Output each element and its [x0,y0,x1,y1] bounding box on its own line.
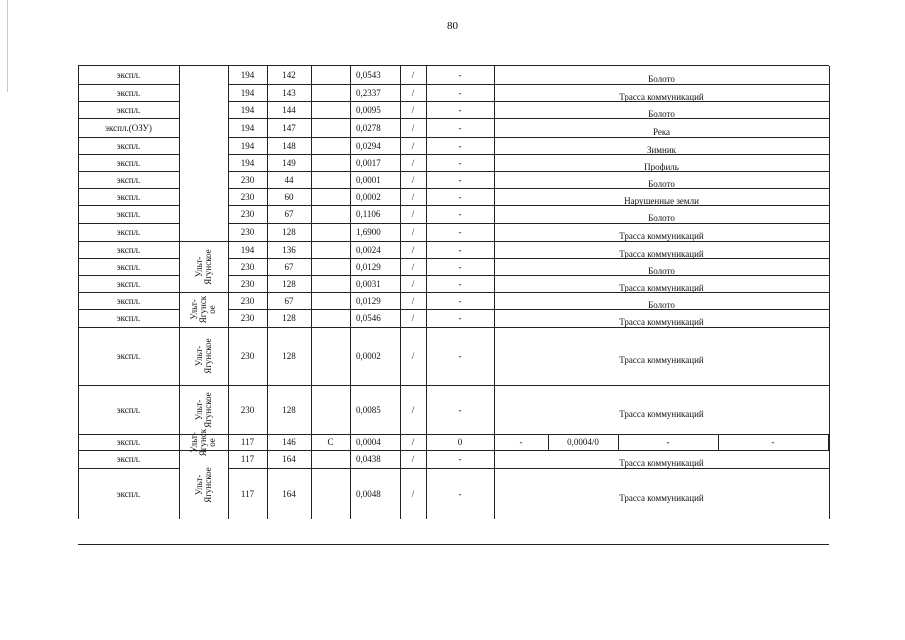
quarter-number-cell: 194 [240,70,255,80]
plot-number-cell: 128 [282,313,296,323]
split-value-cell: - [519,437,523,447]
table-rule [228,468,829,469]
area-cell: 0,0002 [356,351,381,361]
value-cell: - [458,105,462,115]
area-cell: 0,0001 [356,175,381,185]
quarter-number-cell: 230 [240,175,255,185]
land-use-cell: экспл. [116,158,141,168]
separator-cell: / [411,405,415,415]
table-rule [828,434,829,450]
table-rule [228,223,829,224]
quarter-number-cell: 230 [240,313,255,323]
quarter-number-cell: 117 [240,454,255,464]
value-cell: - [458,454,462,464]
land-use-cell: экспл. [116,489,141,499]
quarter-number-cell: 117 [240,489,255,499]
value-cell: - [458,175,462,185]
land-use-cell: экспл. [116,296,141,306]
quarter-number-cell: 194 [240,88,255,98]
description-cell: Трасса коммуникаций [619,355,704,365]
description-cell: Болото [648,300,675,310]
plot-number-cell: 128 [282,405,296,415]
land-use-cell: экспл. [116,279,141,289]
quarter-number-cell: 194 [240,245,255,255]
description-cell: Болото [648,74,675,84]
separator-cell: / [411,489,415,499]
value-cell: 0 [457,437,463,447]
land-use-cell: экспл. [116,437,141,447]
value-cell: - [458,245,462,255]
land-use-cell: экспл. [116,209,141,219]
value-cell: - [458,279,462,289]
field-name-label: Ульт- Ягунское [193,338,213,374]
area-cell: 0,0048 [356,489,381,499]
land-use-cell: экспл. [116,405,141,415]
quarter-number-cell: 194 [240,105,255,115]
quarter-number-cell: 230 [240,192,255,202]
separator-cell: / [411,296,415,306]
description-cell: Трасса коммуникаций [619,249,704,259]
plot-number-cell: 128 [282,279,296,289]
field-name-label: Ульт- Ягунское [193,391,213,428]
value-cell: - [458,70,462,80]
table-rule [78,171,179,172]
area-cell: 0,0129 [356,296,381,306]
description-cell: Болото [648,179,675,189]
plot-number-cell: 44 [284,175,294,185]
description-cell: Трасса коммуникаций [619,317,704,327]
table-rule [78,137,179,138]
field-name-cell [179,450,228,519]
separator-cell: / [411,105,415,115]
area-cell: 0,0004 [356,437,381,447]
value-cell: - [458,192,462,202]
plot-number-cell: 144 [282,105,296,115]
separator-cell: / [411,454,415,464]
separator-cell: / [411,279,415,289]
quarter-number-cell: 230 [240,279,255,289]
table-rule [78,188,179,189]
quarter-number-cell: 194 [240,141,255,151]
split-value-cell: - [771,437,775,447]
value-cell: - [458,313,462,323]
description-cell: Профиль [644,162,679,172]
plot-number-cell: 136 [282,245,296,255]
area-cell: 0,0294 [356,141,381,151]
field-name-label: Ульт- Ягунск ое [188,428,217,456]
value-cell: - [458,123,462,133]
value-cell: - [458,209,462,219]
table-rule [228,84,829,85]
area-cell: 0,0546 [356,313,381,323]
description-cell: Болото [648,266,675,276]
plot-number-cell: 148 [282,141,296,151]
table-rule [78,154,179,155]
plot-number-cell: 128 [282,351,296,361]
table-rule [78,468,179,469]
separator-cell: / [411,123,415,133]
separator-cell: / [411,175,415,185]
land-use-cell: экспл. [116,351,141,361]
table-rule [78,118,179,119]
quarter-number-cell: 230 [240,351,255,361]
quarter-number-cell: 194 [240,158,255,168]
plot-number-cell: 164 [282,489,296,499]
plot-number-cell: 142 [282,70,296,80]
land-use-cell: экспл. [116,192,141,202]
land-use-cell: экспл.(ОЗУ) [105,123,152,133]
area-cell: 0,0278 [356,123,381,133]
plot-number-cell: 67 [284,209,294,219]
value-cell: - [458,489,462,499]
quarter-number-cell: 230 [240,227,255,237]
description-cell: Болото [648,109,675,119]
split-value-cell: 0,0004/0 [567,437,599,447]
separator-cell: / [411,245,415,255]
quarter-number-cell: 117 [240,437,255,447]
table-rule [78,101,179,102]
description-cell: Зимник [646,145,677,155]
area-cell: 0,1106 [356,209,381,219]
table-rule [78,205,179,206]
field-name-label: Ульт- Ягунское [193,466,213,503]
table-rule [78,84,179,85]
value-cell: - [458,262,462,272]
quarter-number-cell: 194 [240,123,255,133]
separator-cell: / [411,262,415,272]
plot-number-cell: 146 [282,437,296,447]
separator-cell: / [411,209,415,219]
description-cell: Трасса коммуникаций [619,409,704,419]
value-cell: - [458,158,462,168]
land-use-cell: экспл. [116,70,141,80]
land-use-cell: экспл. [116,175,141,185]
value-cell: - [458,227,462,237]
mark-cell: С [327,437,334,447]
description-cell: Трасса коммуникаций [619,283,704,293]
area-cell: 0,0024 [356,245,381,255]
table-rule [78,275,179,276]
description-cell: Трасса коммуникаций [619,493,704,503]
area-cell: 0,0031 [356,279,381,289]
land-use-cell: экспл. [116,141,141,151]
description-cell: Трасса коммуникаций [619,92,704,102]
field-name-cell [179,385,228,434]
field-name-cell [179,292,228,327]
separator-cell: / [411,141,415,151]
quarter-number-cell: 230 [240,209,255,219]
separator-cell: / [411,437,415,447]
area-cell: 0,0017 [356,158,381,168]
land-use-cell: экспл. [116,245,141,255]
field-name-cell [179,428,228,456]
table-rule [78,258,179,259]
field-name-label: Ульт- Ягунск ое [188,295,217,324]
separator-cell: / [411,192,415,202]
separator-cell: / [411,313,415,323]
plot-number-cell: 67 [284,262,294,272]
value-cell: - [458,405,462,415]
area-cell: 0,0438 [356,454,381,464]
quarter-number-cell: 230 [240,262,255,272]
area-cell: 0,0002 [356,192,381,202]
plot-number-cell: 67 [284,296,294,306]
value-cell: - [458,296,462,306]
plot-number-cell: 149 [282,158,296,168]
separator-cell: / [411,351,415,361]
table-rule [78,223,179,224]
area-cell: 1,6900 [356,227,381,237]
area-cell: 0,0095 [356,105,381,115]
plot-number-cell: 128 [282,227,296,237]
separator-cell: / [411,88,415,98]
area-cell: 0,2337 [356,88,381,98]
land-use-cell: экспл. [116,313,141,323]
table-rule [228,137,829,138]
land-use-cell: экспл. [116,227,141,237]
land-use-cell: экспл. [116,88,141,98]
quarter-number-cell: 230 [240,296,255,306]
plot-number-cell: 143 [282,88,296,98]
plot-number-cell: 60 [284,192,294,202]
split-value-cell: - [666,437,670,447]
description-cell: Трасса коммуникаций [619,231,704,241]
quarter-number-cell: 230 [240,405,255,415]
field-name-cell [179,327,228,385]
description-cell: Река [652,127,671,137]
page-number: 80 [447,20,458,32]
value-cell: - [458,88,462,98]
field-name-label: Ульт- Ягунское [193,248,213,285]
table-rule [829,66,830,519]
value-cell: - [458,351,462,361]
land-use-cell: экспл. [116,454,141,464]
value-cell: - [458,141,462,151]
land-plots-table [78,65,829,545]
area-cell: 0,0543 [356,70,381,80]
plot-number-cell: 147 [282,123,296,133]
separator-cell: / [411,70,415,80]
plot-number-cell: 164 [282,454,296,464]
land-use-cell: экспл. [116,262,141,272]
area-cell: 0,0085 [356,405,381,415]
land-use-cell: экспл. [116,105,141,115]
description-cell: Трасса коммуникаций [619,458,704,468]
table-rule [78,309,179,310]
description-cell: Нарушенные земли [624,196,699,206]
area-cell: 0,0129 [356,262,381,272]
field-name-cell [179,241,228,292]
description-cell: Болото [648,213,675,223]
scan-margin-line [7,0,8,92]
separator-cell: / [411,158,415,168]
separator-cell: / [411,227,415,237]
